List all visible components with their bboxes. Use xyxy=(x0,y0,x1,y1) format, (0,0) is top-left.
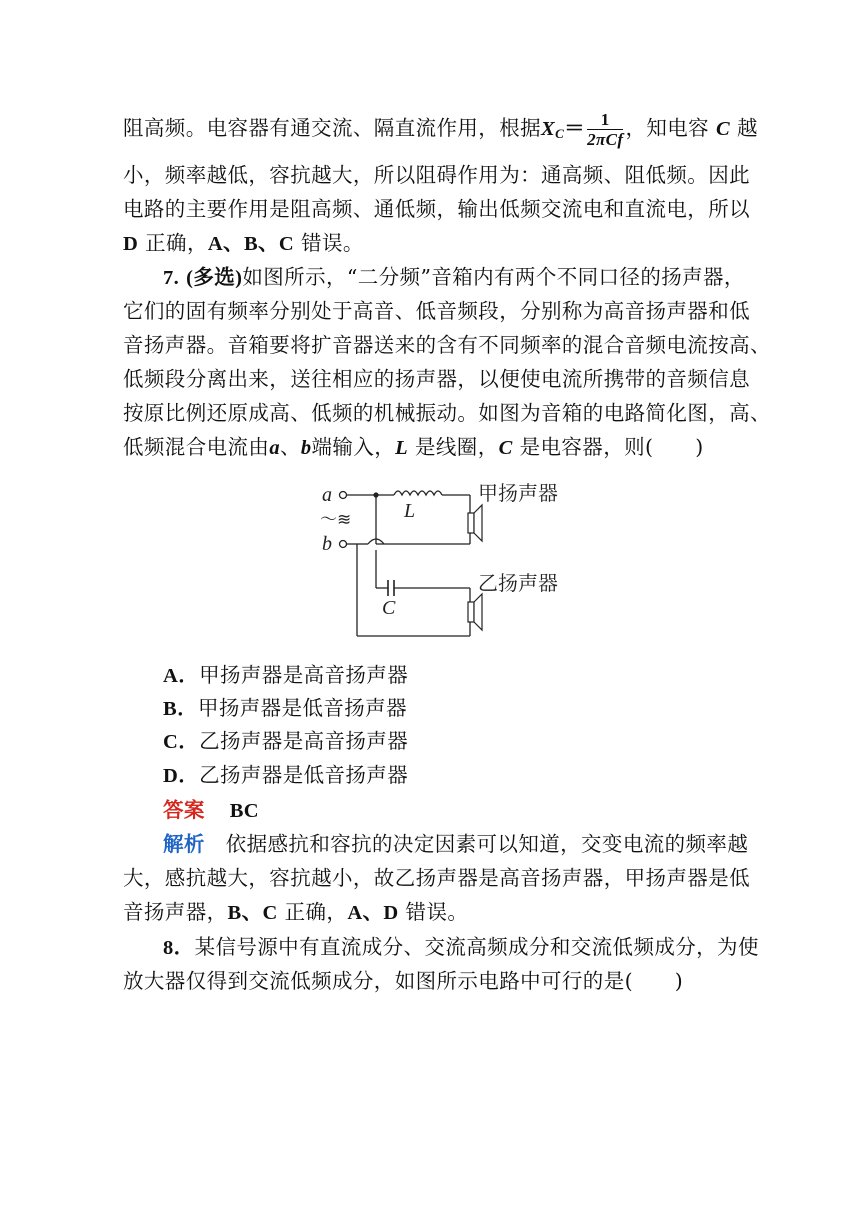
question-number: 8． xyxy=(163,937,195,959)
q7-line-6: 低频混合电流由a、b端输入，L 是线圈，C 是电容器，则( ) xyxy=(123,435,704,459)
ac-source-symbol: ～≋ xyxy=(320,510,352,529)
terminal-b-label: b xyxy=(322,533,332,555)
q7-line-4: 低频段分离出来，送往相应的扬声器，以便使电流所携带的音频信息 xyxy=(123,367,750,391)
intro-line-3: 电路的主要作用是阻高频、通低频，输出低频交流电和直流电，所以 xyxy=(123,197,750,221)
xc-symbol: X xyxy=(541,118,556,140)
speaker-2-label: 乙扬声器 xyxy=(478,573,558,595)
answer-value: BC xyxy=(229,800,260,822)
speaker-1-magnet xyxy=(468,513,474,533)
terminal-a-label: a xyxy=(322,484,332,506)
analysis-line-3: 音扬声器，B、C 正确，A、D 错误。 xyxy=(123,900,469,924)
q7-line-2: 它们的固有频率分别处于高音、低音频段，分别称为高音扬声器和低 xyxy=(123,299,750,323)
question-number: 7. xyxy=(163,267,180,289)
reactance-fraction: $\frac{1}{\text{2πCf}}$ xyxy=(587,110,624,149)
speaker-circuit-diagram xyxy=(308,470,588,650)
q7-line-5: 按原比例还原成高、低频的机械振动。如图为音箱的电路简化图，高、 xyxy=(123,401,771,425)
option-a[interactable]: A．甲扬声器是高音扬声器 xyxy=(163,663,409,687)
intro-line-4: D 正确，A、B、C 错误。 xyxy=(123,231,364,255)
speaker-2-magnet xyxy=(468,602,474,622)
terminal-a xyxy=(340,492,347,499)
answer-label: 答案 xyxy=(163,798,205,822)
speaker-1-label: 甲扬声器 xyxy=(478,483,558,505)
q7-line-3: 音扬声器。音箱要将扩音器送来的含有不同频率的混合音频电流按高、 xyxy=(123,333,771,357)
answer-row xyxy=(163,793,783,828)
option-d[interactable]: D．乙扬声器是低音扬声器 xyxy=(163,763,409,787)
terminal-b xyxy=(340,541,347,548)
multi-select-tag: (多选) xyxy=(186,267,243,289)
intro-line-2: 小，频率越低，容抗越大，所以阻碍作用为：通高频、阻低频。因此 xyxy=(123,163,750,187)
q8-line-2: 放大器仅得到交流低频成分，如图所示电路中可行的是( ) xyxy=(123,969,684,993)
analysis-line-2: 大，感抗越大，容抗越小，故乙扬声器是高音扬声器，甲扬声器是低 xyxy=(123,866,750,890)
analysis-line-1: 解析 依据感抗和容抗的决定因素可以知道，交变电流的频率越 xyxy=(163,832,749,856)
q7-line-1: 7. (多选)如图所示，“二分频”音箱内有两个不同口径的扬声器， xyxy=(163,265,745,289)
q8-line-1: 8．某信号源中有直流成分、交流高频成分和交流低频成分，为使 xyxy=(163,935,759,959)
capacitor-label: C xyxy=(382,597,396,619)
option-c[interactable]: C．乙扬声器是高音扬声器 xyxy=(163,729,409,753)
option-b[interactable]: B．甲扬声器是低音扬声器 xyxy=(163,696,407,720)
analysis-label: 解析 xyxy=(163,832,205,856)
inductor-label: L xyxy=(404,500,416,522)
intro-line-1: 阻高频。电容器有通交流、隔直流作用，根据$X_C=$ $\frac{1}{\text{2πCf}}$ ，知电容 C 越 xyxy=(123,110,758,149)
